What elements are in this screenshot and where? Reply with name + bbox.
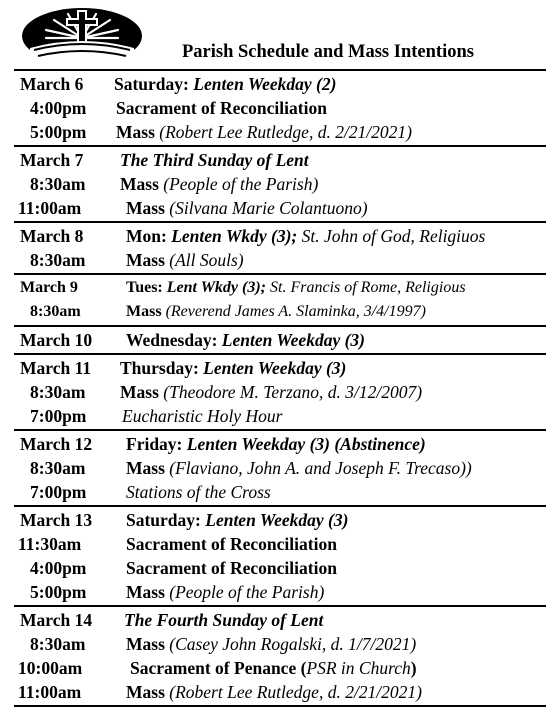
- text-segment: Sacrament of Reconciliation: [116, 98, 327, 118]
- day-header-row: [14, 508, 546, 532]
- day-block: [14, 429, 546, 505]
- schedule-row: [14, 580, 546, 604]
- event-text: [120, 172, 318, 196]
- time-label: 11:00am: [18, 198, 82, 218]
- text-segment: Sacrament of Reconciliation: [126, 534, 337, 554]
- date-label: March 7: [20, 150, 84, 170]
- schedule-row: [14, 404, 546, 428]
- event-text: [126, 632, 416, 656]
- event-text: [126, 300, 426, 324]
- text-segment: The Fourth Sunday of Lent: [124, 610, 324, 630]
- day-title: [126, 508, 348, 532]
- text-segment: PSR in Church: [306, 658, 411, 678]
- day-header-row: [14, 276, 546, 300]
- text-segment: Saturday:: [114, 74, 194, 94]
- day-title: [126, 432, 426, 456]
- text-segment: Mass: [120, 174, 164, 194]
- schedule-row: [14, 456, 546, 480]
- text-segment: Mass: [126, 582, 170, 602]
- schedule-row: [14, 480, 546, 504]
- text-segment: Lenten Weekday (3) (Abstinence): [186, 434, 426, 454]
- text-segment: (People of the Parish): [169, 582, 325, 602]
- text-segment: St. Francis of Rome, Religious: [270, 279, 466, 296]
- event-text: [130, 656, 417, 680]
- day-header-row: [14, 72, 546, 96]
- day-block: [14, 505, 546, 605]
- schedule-row: [14, 120, 546, 144]
- day-block: [14, 325, 546, 353]
- schedule-row: [14, 96, 546, 120]
- text-segment: Mass: [126, 458, 170, 478]
- day-title: [120, 148, 309, 172]
- schedule-row: [14, 248, 546, 272]
- time-label: 11:30am: [18, 534, 82, 554]
- event-text: [116, 120, 412, 144]
- event-text: [126, 248, 244, 272]
- event-text: [116, 96, 327, 120]
- text-segment: Stations of the Cross: [126, 482, 271, 502]
- day-title: [120, 356, 346, 380]
- date-label: March 13: [20, 510, 93, 530]
- time-label: 5:00pm: [30, 582, 87, 602]
- day-header-row: [14, 328, 546, 352]
- text-segment: (Theodore M. Terzano, d. 3/12/2007): [163, 382, 423, 402]
- text-segment: (Casey John Rogalski, d. 1/7/2021): [169, 634, 417, 654]
- day-header-row: [14, 432, 546, 456]
- text-segment: Sacrament of Penance (: [130, 658, 307, 678]
- text-segment: Lenten Weekday (3): [205, 510, 349, 530]
- text-segment: St. John of God, Religiuos: [301, 226, 486, 246]
- date-label: March 14: [20, 610, 93, 630]
- text-segment: (Reverend James A. Slaminka, 3/4/1997): [165, 303, 426, 320]
- time-label: 7:00pm: [30, 482, 87, 502]
- text-segment: Mass: [126, 303, 166, 320]
- page-title: Parish Schedule and Mass Intentions: [182, 42, 474, 62]
- day-title: [126, 276, 466, 300]
- text-segment: Sacrament of Reconciliation: [126, 558, 337, 578]
- day-block: [14, 353, 546, 429]
- event-text: [120, 380, 422, 404]
- schedule-row: [14, 656, 546, 680]
- text-segment: Mass: [116, 122, 160, 142]
- time-label: 7:00pm: [30, 406, 87, 426]
- text-segment: Mass: [126, 198, 170, 218]
- day-title: [126, 328, 365, 352]
- day-title: [124, 608, 323, 632]
- text-segment: (Robert Lee Rutledge, d. 2/21/2021): [159, 122, 412, 142]
- schedule-row: [14, 556, 546, 580]
- day-header-row: [14, 224, 546, 248]
- text-segment: Tues:: [126, 279, 167, 296]
- schedule-row: [14, 532, 546, 556]
- day-header-row: [14, 608, 546, 632]
- date-label: March 6: [20, 74, 84, 94]
- text-segment: Lent Wkdy (3);: [166, 279, 271, 296]
- event-text: [126, 556, 337, 580]
- cross-logo-icon: [16, 4, 166, 66]
- time-label: 8:30am: [30, 174, 86, 194]
- day-block: [14, 221, 546, 273]
- schedule-row: [14, 380, 546, 404]
- event-text: [126, 580, 324, 604]
- text-segment: Friday:: [126, 434, 187, 454]
- time-label: 8:30am: [30, 303, 81, 320]
- time-label: 8:30am: [30, 634, 86, 654]
- text-segment: Thursday:: [120, 358, 204, 378]
- schedule-row: [14, 196, 546, 220]
- event-text: [122, 404, 282, 428]
- text-segment: Lenten Weekday (3): [221, 330, 365, 350]
- text-segment: Mass: [126, 634, 170, 654]
- time-label: 8:30am: [30, 382, 86, 402]
- text-segment: Mass: [126, 250, 170, 270]
- schedule-row: [14, 300, 546, 324]
- date-label: March 12: [20, 434, 93, 454]
- event-text: [126, 680, 422, 704]
- day-title: [114, 72, 336, 96]
- text-segment: (Silvana Marie Colantuono): [169, 198, 368, 218]
- text-segment: Lenten Weekday (2): [193, 74, 337, 94]
- day-block: [14, 145, 546, 221]
- time-label: 8:30am: [30, 250, 86, 270]
- date-label: March 11: [20, 358, 92, 378]
- time-label: 4:00pm: [30, 558, 87, 578]
- text-segment: (Flaviano, John A. and Joseph F. Trecaso)): [169, 458, 472, 478]
- day-header-row: [14, 356, 546, 380]
- schedule-row: [14, 172, 546, 196]
- text-segment: Lenten Weekday (3): [203, 358, 347, 378]
- event-text: [126, 196, 368, 220]
- text-segment: Mass: [120, 382, 164, 402]
- text-segment: The Third Sunday of Lent: [120, 150, 309, 170]
- schedule-row: [14, 680, 546, 704]
- schedule-table: [14, 69, 546, 707]
- date-label: March 10: [20, 330, 93, 350]
- event-text: [126, 456, 472, 480]
- text-segment: Lenten Wkdy (3);: [171, 226, 302, 246]
- schedule-row: [14, 632, 546, 656]
- event-text: [126, 480, 271, 504]
- text-segment: ): [410, 658, 417, 678]
- text-segment: (All Souls): [169, 250, 244, 270]
- event-text: [126, 532, 337, 556]
- time-label: 10:00am: [18, 658, 83, 678]
- day-header-row: [14, 148, 546, 172]
- day-block: [14, 273, 546, 325]
- date-label: March 8: [20, 226, 84, 246]
- text-segment: (People of the Parish): [163, 174, 319, 194]
- text-segment: Mon:: [126, 226, 172, 246]
- time-label: 5:00pm: [30, 122, 87, 142]
- text-segment: Wednesday:: [126, 330, 222, 350]
- time-label: 8:30am: [30, 458, 86, 478]
- day-block: [14, 605, 546, 707]
- time-label: 4:00pm: [30, 98, 87, 118]
- time-label: 11:00am: [18, 682, 82, 702]
- text-segment: (Robert Lee Rutledge, d. 2/21/2021): [169, 682, 422, 702]
- text-segment: Mass: [126, 682, 170, 702]
- text-segment: Eucharistic Holy Hour: [122, 406, 283, 426]
- date-label: March 9: [20, 279, 78, 296]
- text-segment: Saturday:: [126, 510, 206, 530]
- day-title: [126, 224, 485, 248]
- day-block: [14, 69, 546, 145]
